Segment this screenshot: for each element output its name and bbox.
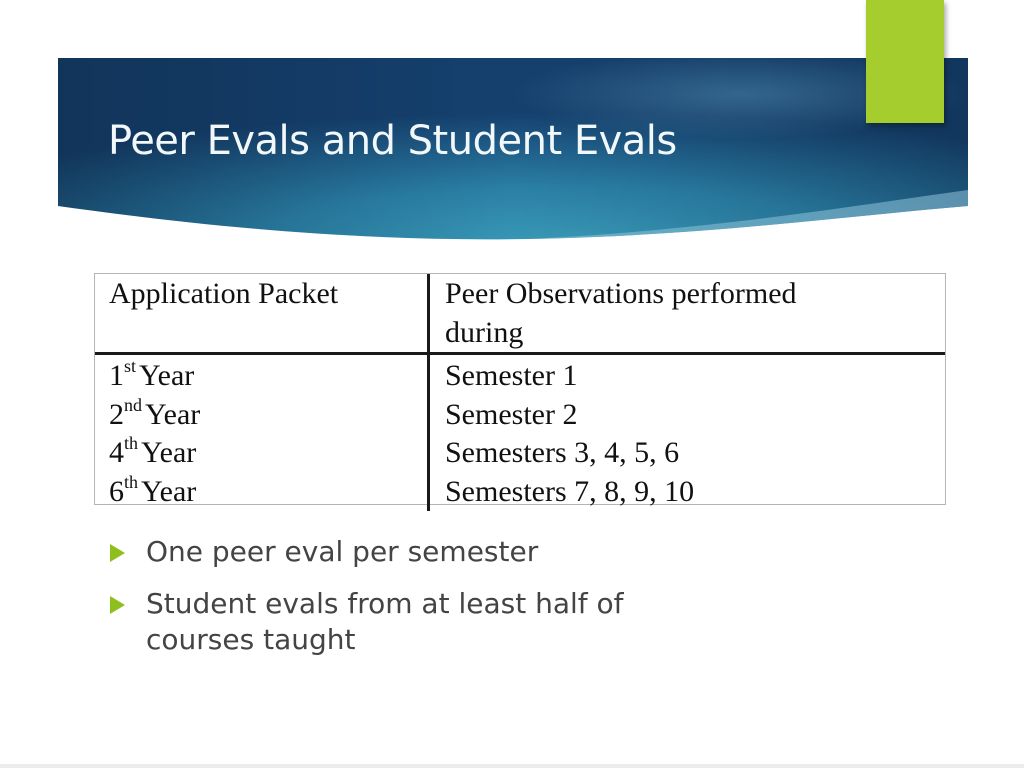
list-item xyxy=(108,534,748,570)
year-word: Year xyxy=(141,474,197,508)
year-cell xyxy=(109,396,427,435)
year-cell xyxy=(109,473,427,512)
year-suffix: th xyxy=(124,433,139,453)
table-cell-semesters xyxy=(429,354,946,512)
triangle-bullet-icon xyxy=(110,544,125,562)
year-word: Year xyxy=(139,359,195,392)
table-header-cell xyxy=(95,274,429,354)
table-row xyxy=(95,354,945,512)
year-number: 2 xyxy=(109,397,124,431)
year-suffix: th xyxy=(124,471,139,492)
table-cell-years xyxy=(95,354,429,512)
semester-cell: Semesters 3, 4, 5, 6 xyxy=(445,436,680,469)
bullet-text: One peer eval per semester xyxy=(146,535,539,568)
bottom-divider xyxy=(0,764,1024,768)
header-line: Peer Observations performed xyxy=(445,277,797,310)
semester-cell: Semesters 7, 8, 9, 10 xyxy=(445,474,695,508)
bullet-text: Student evals from at least half of courses taught xyxy=(146,587,624,656)
table xyxy=(95,274,945,511)
year-cell xyxy=(109,357,427,396)
header-line: during xyxy=(445,315,524,349)
peer-observation-table xyxy=(94,273,946,508)
year-suffix: st xyxy=(124,356,137,376)
slide-title: Peer Evals and Student Evals xyxy=(108,118,677,164)
year-suffix: nd xyxy=(124,394,142,415)
year-word: Year xyxy=(145,397,201,431)
header-line: Application Packet xyxy=(109,277,339,310)
year-number: 1 xyxy=(109,359,124,392)
triangle-bullet-icon xyxy=(110,596,125,614)
table-header-cell xyxy=(429,274,946,354)
year-word: Year xyxy=(141,436,197,469)
table-header-row xyxy=(95,274,945,354)
year-number: 4 xyxy=(109,436,124,469)
year-cell xyxy=(109,434,427,473)
accent-tab xyxy=(866,0,944,123)
bullet-list xyxy=(108,534,748,674)
list-item xyxy=(108,586,748,658)
semester-cell: Semester 2 xyxy=(445,397,578,431)
year-number: 6 xyxy=(109,474,124,508)
semester-cell: Semester 1 xyxy=(445,359,578,392)
